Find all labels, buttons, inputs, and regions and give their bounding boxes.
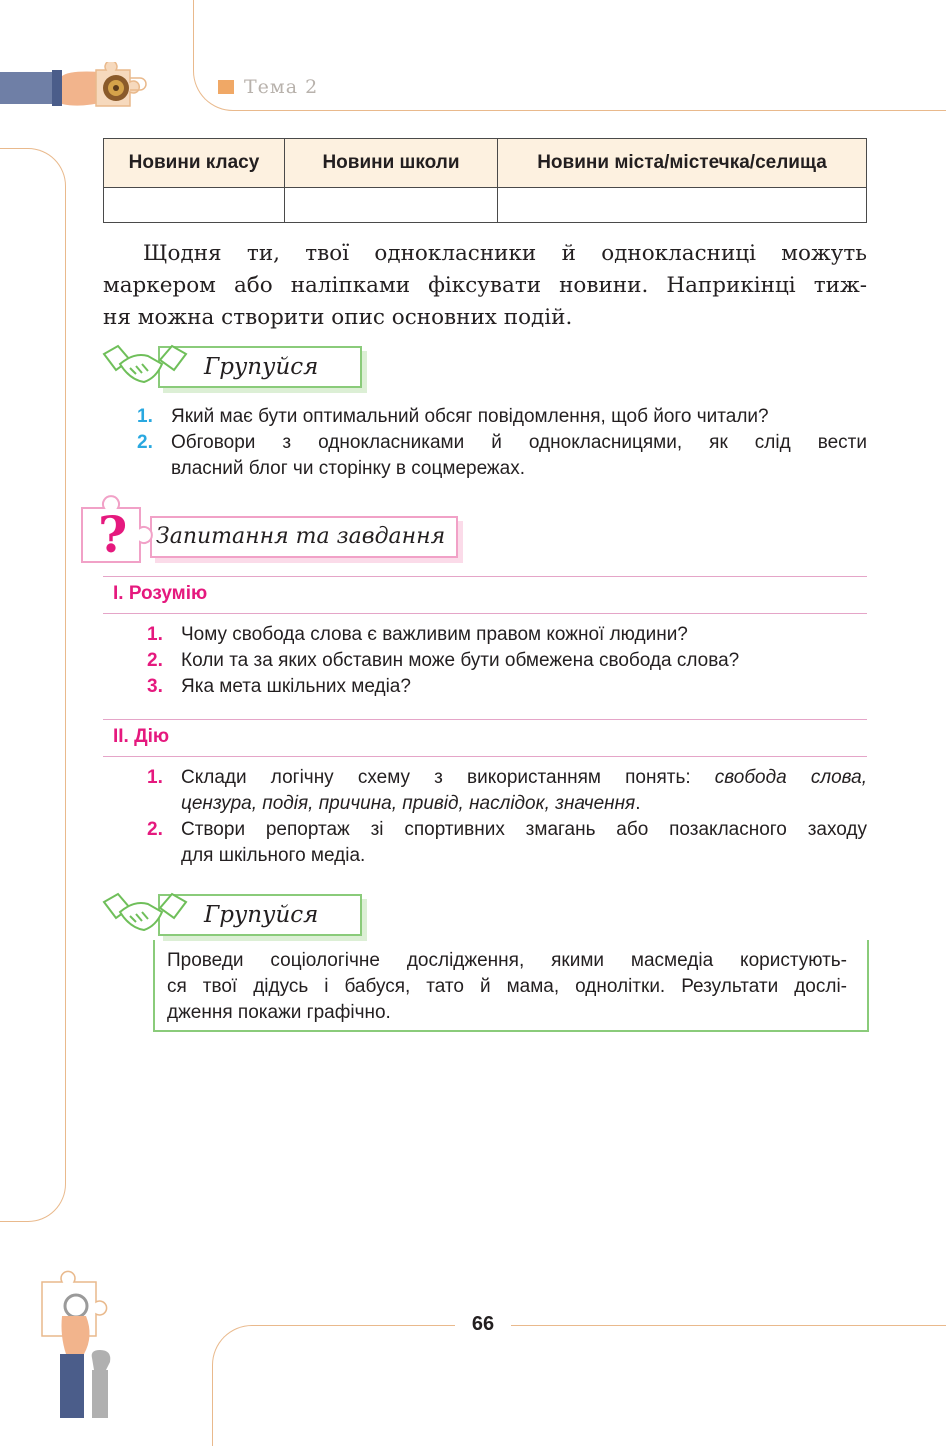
list-item-number: 2. — [147, 819, 163, 840]
list-item-text: Який має бути оптимальний обсяг повідомлення, щоб його читали? — [171, 406, 769, 427]
svg-text:?: ? — [98, 505, 128, 564]
list-item-text-part: . — [635, 793, 641, 814]
list-item — [147, 817, 867, 869]
left-frame-line — [0, 148, 66, 1222]
list-item-number: 2. — [147, 650, 163, 671]
news-table-header-city: Новини міста/містечка/селища — [498, 139, 867, 188]
list-item-number: 3. — [147, 676, 163, 697]
hands-raised-icon — [34, 1266, 124, 1418]
section-1-title: І. Розумію — [113, 583, 208, 604]
list-item-text-part: Склади логічну схему з використанням понять: — [181, 767, 715, 788]
news-table-row — [104, 188, 867, 223]
section-2-list — [147, 765, 867, 869]
list-item — [147, 622, 867, 648]
list-item-number: 1. — [137, 406, 153, 427]
list-item-text: для шкільного медіа. — [181, 845, 366, 866]
news-table-header-school: Новини школи — [285, 139, 498, 188]
intro-line: ня можна створити опис основних подій. — [103, 305, 573, 330]
news-table-cell[interactable] — [498, 188, 867, 223]
questions-title: Запитання та завдання — [156, 524, 446, 549]
page-number: 66 — [471, 1313, 495, 1335]
questions-header-box — [150, 516, 458, 558]
list-item-text: Яка мета шкільних медіа? — [181, 676, 411, 697]
bottom-frame-line — [212, 1325, 946, 1446]
list-item — [137, 430, 867, 482]
topic-marker-icon — [218, 80, 234, 94]
news-table-cell[interactable] — [104, 188, 285, 223]
list-item — [147, 674, 867, 700]
task-line: Проведи соціологічне дослідження, якими масмедіа користують- — [167, 950, 847, 971]
group-title: Групуйся — [204, 902, 319, 928]
group-1-list — [137, 404, 867, 482]
handshake-icon — [100, 888, 190, 936]
list-item-text: власний блог чи сторінку в соцмережах. — [171, 458, 525, 479]
topic-label-text: Тема 2 — [244, 76, 319, 98]
list-item — [147, 648, 867, 674]
list-item — [147, 765, 867, 817]
news-table — [103, 138, 867, 223]
news-table-cell[interactable] — [285, 188, 498, 223]
handshake-icon — [100, 340, 190, 388]
list-item-text: Чому свобода слова є важливим правом кожної людини? — [181, 624, 688, 645]
group-title: Групуйся — [204, 354, 319, 380]
news-table-header-row — [104, 139, 867, 188]
section-2-title: ІІ. Дію — [113, 726, 170, 747]
intro-line: маркером або наліпками фіксувати новини. Наприкінці тиж- — [103, 273, 867, 298]
list-item-text: Коли та за яких обставин може бути обмежена свобода слова? — [181, 650, 740, 671]
list-item-number: 2. — [137, 432, 153, 453]
news-table-header-class: Новини класу — [104, 139, 285, 188]
group-task-box — [153, 940, 869, 1032]
list-item-text: Створи репортаж зі спортивних змагань або позакласного заходу — [181, 819, 867, 840]
term-list: свобода слова, — [714, 767, 867, 788]
term-list: цензура, подія, причина, привід, наслідок, значення — [181, 793, 636, 814]
group-task-text — [167, 948, 847, 1026]
list-item-text — [181, 765, 867, 791]
hand-puzzle-icon — [0, 62, 160, 118]
section-1-list — [147, 622, 867, 700]
question-puzzle-icon — [74, 494, 154, 566]
list-item — [137, 404, 867, 430]
list-item-number: 1. — [147, 624, 163, 645]
list-item-text — [181, 791, 867, 817]
section-1-bar — [103, 576, 867, 614]
list-item-number: 1. — [147, 767, 163, 788]
task-line: ся твої дідусь і бабуся, тато й мама, однолітки. Результати дослі- — [167, 976, 847, 997]
intro-paragraph — [103, 238, 867, 334]
intro-line: Щодня ти, твої однокласники й однокласниці можуть — [143, 241, 867, 266]
task-line: дження покажи графічно. — [167, 1002, 391, 1023]
section-2-bar — [103, 719, 867, 757]
list-item-text: Обговори з однокласниками й однокласницями, як слід вести — [171, 432, 867, 453]
topic-label — [218, 76, 318, 98]
